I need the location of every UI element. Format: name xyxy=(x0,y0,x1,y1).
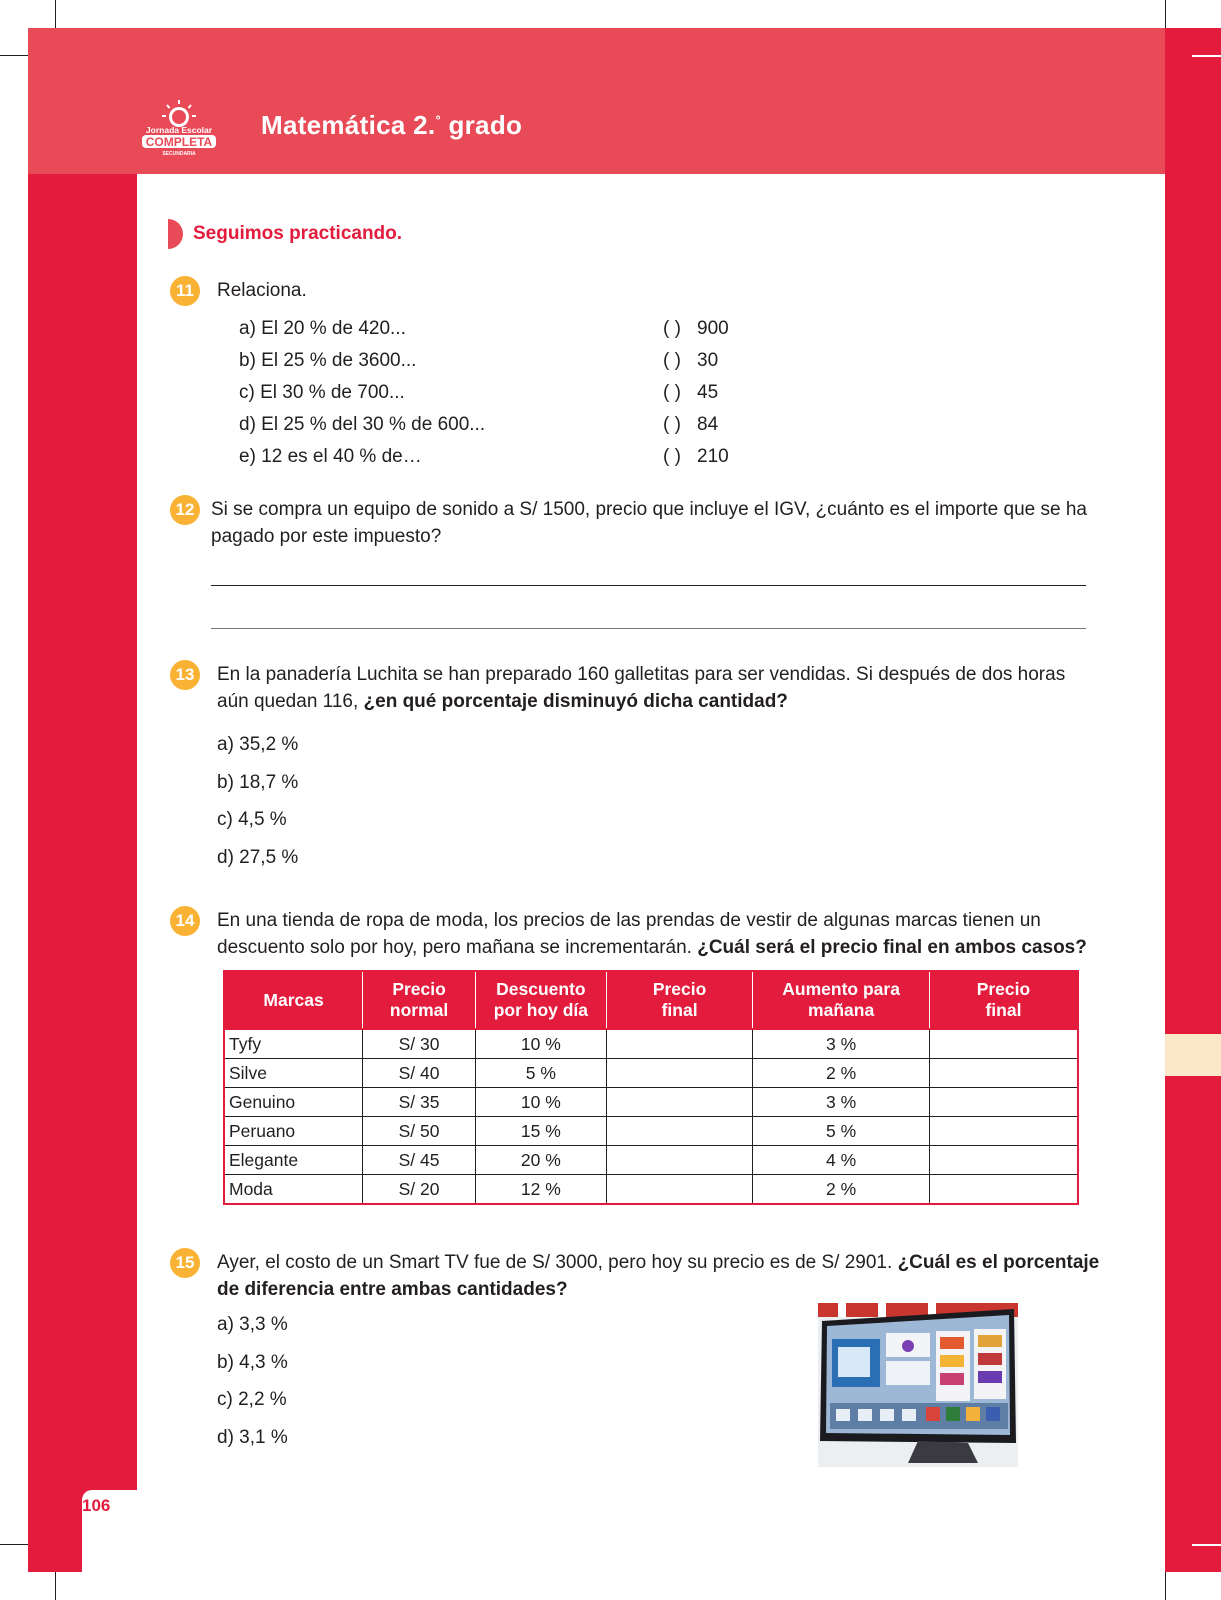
section-title: Seguimos practicando. xyxy=(193,223,403,244)
answer-option[interactable]: c) 4,5 % xyxy=(217,809,287,830)
cell-precio-final-blank[interactable] xyxy=(929,1117,1078,1146)
answer-blank[interactable]: ( ) xyxy=(663,350,681,371)
crop-mark xyxy=(1165,1572,1166,1600)
answer-blank[interactable]: ( ) xyxy=(663,382,681,403)
q15-text-line1 xyxy=(217,1249,1099,1276)
question-number: 13 xyxy=(170,660,200,690)
col-header-precio-final: Precio final xyxy=(606,971,753,1029)
cell-precio-normal: S/ 20 xyxy=(363,1175,476,1205)
page-number: 106 xyxy=(82,1496,111,1515)
col-header-aumento: Aumento para mañana xyxy=(753,971,930,1029)
cell-precio-final-blank[interactable] xyxy=(606,1146,753,1175)
title-suffix: grado xyxy=(440,110,523,140)
cell-precio-final-blank[interactable] xyxy=(929,1029,1078,1059)
cell-descuento: 10 % xyxy=(475,1029,606,1059)
cell-precio-final-blank[interactable] xyxy=(606,1029,753,1059)
right-band-line xyxy=(1192,55,1221,57)
question-number: 14 xyxy=(170,906,200,936)
q15-question-part1: ¿Cuál es el porcentaje xyxy=(897,1252,1100,1273)
match-left-item: e) 12 es el 40 % de… xyxy=(239,446,422,467)
match-left-item: b) El 25 % de 3600... xyxy=(239,350,417,371)
cell-marca: Silve xyxy=(224,1059,363,1088)
right-margin-band xyxy=(1165,28,1221,1572)
q15-text-plain: Ayer, el costo de un Smart TV fue de S/ 3000, pero hoy su precio es de S/ 2901. xyxy=(217,1252,898,1273)
q13-text-line1: En la panadería Luchita se han preparado 160 galletitas para ser vendidas. Si después de dos horas xyxy=(217,664,1066,685)
answer-line[interactable] xyxy=(211,585,1086,586)
question-number: 11 xyxy=(170,276,200,306)
cell-descuento: 10 % xyxy=(475,1088,606,1117)
sun-icon xyxy=(162,100,196,127)
match-right-item: 210 xyxy=(697,446,729,467)
crop-mark xyxy=(0,55,28,56)
cell-precio-final-blank[interactable] xyxy=(929,1088,1078,1117)
col-header-marcas: Marcas xyxy=(224,971,363,1029)
q14-question: ¿Cuál será el precio final en ambos casos? xyxy=(697,937,1087,958)
col-header-descuento: Descuento por hoy día xyxy=(475,971,606,1029)
title-main: Matemática 2. xyxy=(261,110,436,140)
cell-precio-final-blank[interactable] xyxy=(929,1175,1078,1205)
cell-aumento: 2 % xyxy=(753,1059,930,1088)
q15-question-part2: de diferencia entre ambas cantidades? xyxy=(217,1279,568,1300)
left-margin-band xyxy=(28,174,137,1572)
cell-descuento: 12 % xyxy=(475,1175,606,1205)
table-row xyxy=(224,1117,1078,1146)
match-right-item: 45 xyxy=(697,382,719,403)
page-title xyxy=(261,110,522,141)
table-header-row xyxy=(224,971,1078,1029)
cell-marca: Tyfy xyxy=(224,1029,363,1059)
price-table xyxy=(223,970,1079,1205)
cell-aumento: 4 % xyxy=(753,1146,930,1175)
q12-text-line2: pagado por este impuesto? xyxy=(211,526,442,547)
cell-precio-final-blank[interactable] xyxy=(929,1059,1078,1088)
cell-precio-final-blank[interactable] xyxy=(606,1117,753,1146)
answer-option[interactable]: d) 27,5 % xyxy=(217,847,299,868)
cell-aumento: 3 % xyxy=(753,1088,930,1117)
q11-prompt: Relaciona. xyxy=(217,280,307,301)
match-left-item: a) El 20 % de 420... xyxy=(239,318,406,339)
crop-mark xyxy=(1165,0,1166,28)
q14-text-line1: En una tienda de ropa de moda, los precios de las prendas de vestir de algunas marcas tienen un xyxy=(217,910,1041,931)
answer-option[interactable]: a) 3,3 % xyxy=(217,1314,288,1335)
logo-line2: COMPLETA xyxy=(145,135,213,149)
crop-mark xyxy=(55,1572,56,1600)
answer-option[interactable]: c) 2,2 % xyxy=(217,1389,287,1410)
q12-text-line1: Si se compra un equipo de sonido a S/ 1500, precio que incluye el IGV, ¿cuánto es el importe que se ha xyxy=(211,499,1087,520)
match-right-item: 900 xyxy=(697,318,729,339)
col-header-precio-normal: Precio normal xyxy=(363,971,476,1029)
section-marker xyxy=(168,219,183,249)
question-number: 12 xyxy=(170,495,200,525)
cell-precio-final-blank[interactable] xyxy=(606,1059,753,1088)
table-row xyxy=(224,1088,1078,1117)
chapter-tab xyxy=(1165,1034,1221,1076)
match-left-item: d) El 25 % del 30 % de 600... xyxy=(239,414,486,435)
title-degree: ° xyxy=(435,112,441,128)
question-number: 15 xyxy=(170,1248,200,1278)
cell-descuento: 5 % xyxy=(475,1059,606,1088)
cell-descuento: 20 % xyxy=(475,1146,606,1175)
answer-option[interactable]: b) 18,7 % xyxy=(217,772,299,793)
table-row xyxy=(224,1175,1078,1205)
answer-option[interactable]: a) 35,2 % xyxy=(217,734,299,755)
col-header-precio-final-2: Precio final xyxy=(929,971,1078,1029)
answer-option[interactable]: b) 4,3 % xyxy=(217,1352,288,1373)
cell-precio-normal: S/ 40 xyxy=(363,1059,476,1088)
cell-precio-normal: S/ 30 xyxy=(363,1029,476,1059)
cell-precio-final-blank[interactable] xyxy=(606,1175,753,1205)
cell-marca: Peruano xyxy=(224,1117,363,1146)
cell-marca: Genuino xyxy=(224,1088,363,1117)
q14-text-plain: descuento solo por hoy, pero mañana se incrementarán. xyxy=(217,937,698,958)
crop-mark xyxy=(0,1544,28,1545)
cell-precio-normal: S/ 45 xyxy=(363,1146,476,1175)
q14-text-line2 xyxy=(217,934,1087,961)
cell-descuento: 15 % xyxy=(475,1117,606,1146)
cell-marca: Moda xyxy=(224,1175,363,1205)
cell-aumento: 3 % xyxy=(753,1029,930,1059)
cell-precio-normal: S/ 35 xyxy=(363,1088,476,1117)
cell-precio-final-blank[interactable] xyxy=(606,1088,753,1117)
answer-option[interactable]: d) 3,1 % xyxy=(217,1427,288,1448)
school-logo xyxy=(138,95,220,157)
cell-aumento: 2 % xyxy=(753,1175,930,1205)
crop-mark xyxy=(55,0,56,28)
logo-line1: Jornada Escolar xyxy=(145,125,213,135)
cell-precio-final-blank[interactable] xyxy=(929,1146,1078,1175)
answer-line[interactable] xyxy=(211,628,1086,629)
match-left-item: c) El 30 % de 700... xyxy=(239,382,405,403)
answer-blank[interactable]: ( ) xyxy=(663,318,681,339)
q13-text-plain: aún quedan 116, xyxy=(217,691,364,712)
match-right-item: 84 xyxy=(697,414,719,435)
smart-tv-image xyxy=(818,1303,1018,1467)
q13-text-line2 xyxy=(217,688,788,715)
cell-marca: Elegante xyxy=(224,1146,363,1175)
q13-question: ¿en qué porcentaje disminuyó dicha cantidad? xyxy=(363,691,788,712)
match-right-item: 30 xyxy=(697,350,719,371)
logo-line3: SECUNDARIA xyxy=(162,151,196,157)
cell-aumento: 5 % xyxy=(753,1117,930,1146)
right-band-line xyxy=(1192,1544,1221,1546)
cell-precio-normal: S/ 50 xyxy=(363,1117,476,1146)
answer-blank[interactable]: ( ) xyxy=(663,446,681,467)
table-row xyxy=(224,1059,1078,1088)
table-row xyxy=(224,1029,1078,1059)
table-row xyxy=(224,1146,1078,1175)
answer-blank[interactable]: ( ) xyxy=(663,414,681,435)
